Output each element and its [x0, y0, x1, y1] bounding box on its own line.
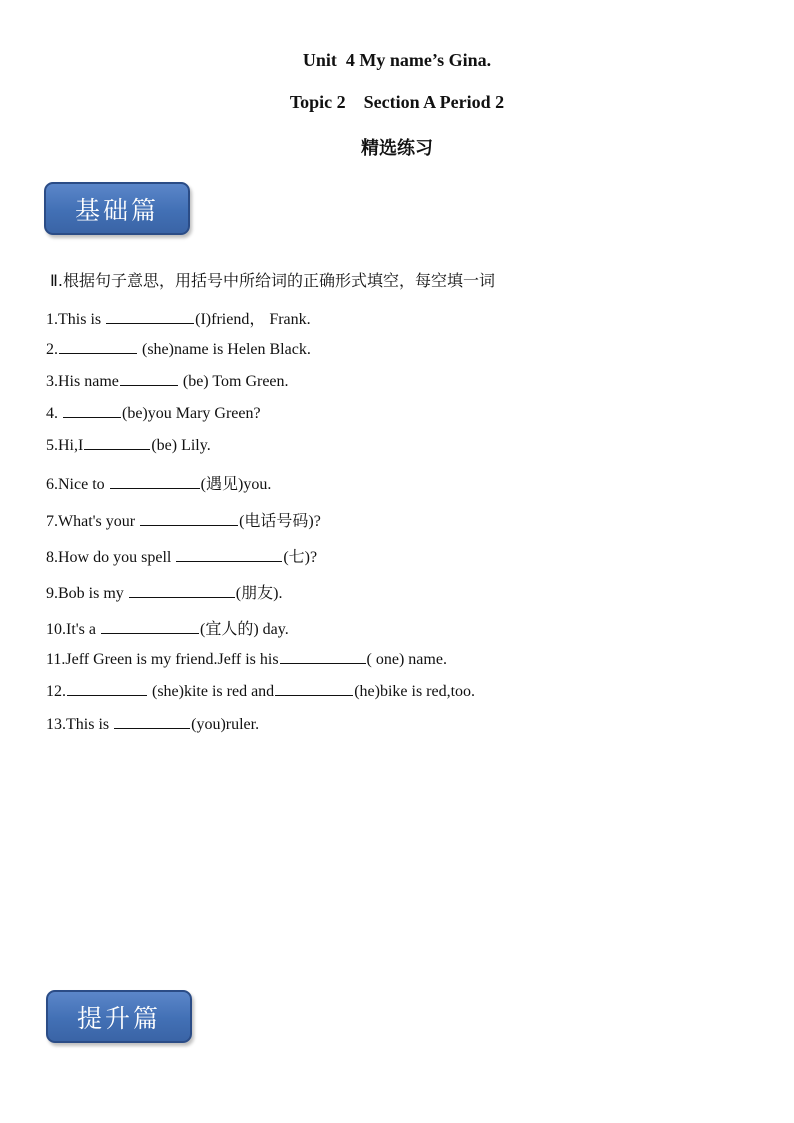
advanced-section-label: 提升篇: [76, 1003, 161, 1033]
answer-blank[interactable]: [84, 448, 150, 450]
instruction-text: Ⅱ.根据句子意思，用括号中所给词的正确形式填空，每空填一词: [50, 271, 495, 290]
question-3: 3.His name (be) Tom Green.: [46, 373, 289, 390]
answer-blank[interactable]: [176, 560, 282, 562]
question-12: 12. (she)kite is red and (he)bike is red,too.: [46, 683, 476, 700]
question-10: 10.It's a (宜人的) day.: [46, 621, 289, 638]
topic-title: Topic 2 Section A Period 2: [289, 92, 505, 112]
unit-title: Unit 4 My name’s Gina.: [302, 50, 492, 70]
answer-blank[interactable]: [120, 384, 178, 386]
answer-blank[interactable]: [59, 352, 137, 354]
question-2: 2. (she)name is Helen Black.: [46, 341, 311, 358]
answer-blank[interactable]: [280, 662, 366, 664]
basic-section-label: 基础篇: [74, 195, 159, 225]
question-1: 1.This is (I)friend， Frank.: [46, 311, 311, 328]
answer-blank[interactable]: [101, 632, 199, 634]
advanced-section-badge: [46, 990, 192, 1043]
answer-blank[interactable]: [110, 487, 200, 489]
answer-blank[interactable]: [63, 416, 121, 418]
answer-blank[interactable]: [114, 727, 190, 729]
answer-blank[interactable]: [129, 596, 235, 598]
question-6: 6.Nice to (遇见)you.: [46, 476, 272, 493]
question-7: 7.What's your (电话号码)?: [46, 513, 321, 530]
question-4: 4. (be)you Mary Green?: [46, 405, 261, 422]
question-5: 5.Hi,I (be) Lily.: [46, 437, 211, 454]
practice-title: 精选练习: [361, 138, 433, 159]
question-11: 11.Jeff Green is my friend.Jeff is his ( one) name.: [46, 651, 447, 668]
answer-blank[interactable]: [106, 322, 194, 324]
answer-blank[interactable]: [275, 694, 353, 696]
answer-blank[interactable]: [140, 524, 238, 526]
question-8: 8.How do you spell (七)?: [46, 549, 318, 566]
question-13: 13.This is (you)ruler.: [46, 716, 260, 733]
basic-section-badge: [44, 182, 190, 235]
answer-blank[interactable]: [67, 694, 147, 696]
question-9: 9.Bob is my (朋友).: [46, 585, 283, 602]
